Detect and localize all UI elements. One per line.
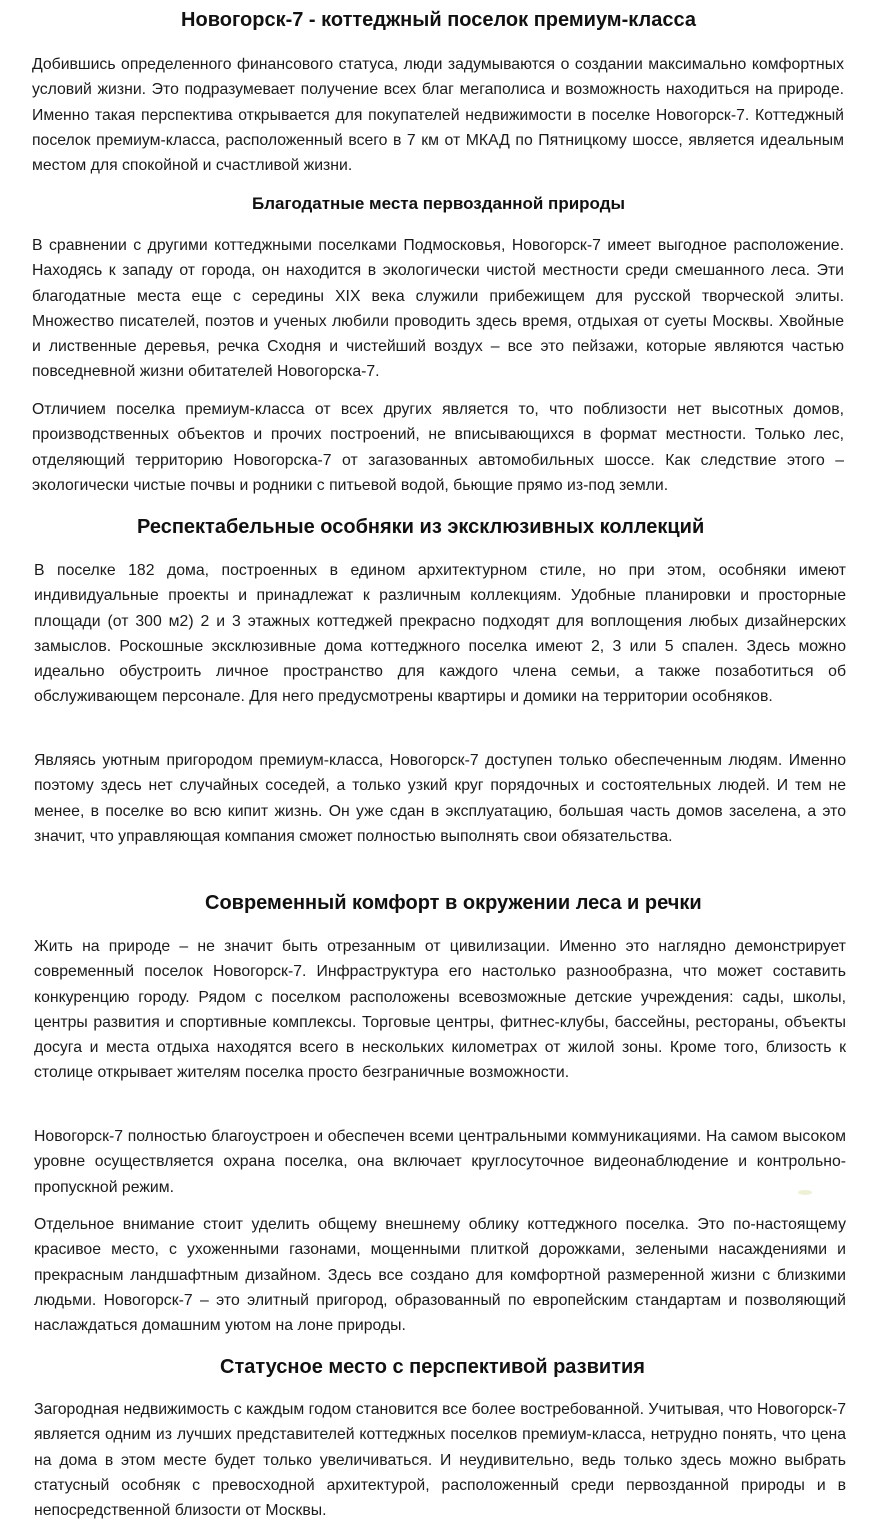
intro-paragraph: Добившись определенного финансового статуса, люди задумываются о создании максимально комфортных условий жизни. Это подразумевает получение всех благ мегаполиса и возможность находиться на природе. Именно такая перспектива открывается для покупателей недвижимости в поселке Новогорск-7. Коттеджный поселок премиум-класса, расположенный всего в 7 км от МКАД по Пятницкому шоссе, является идеальным местом для спокойной и счастливой жизни. [32, 56, 844, 175]
nature-paragraph-1: В сравнении с другими коттеджными поселками Подмосковья, Новогорск-7 имеет выгодное расположение. Находясь к западу от города, он находится в экологически чистой местности среди смешанного леса. Эти благодатные места еще с середины XIX века служили прибежищем для русской творческой элиты. Множество писателей, поэтов и ученых любили проводить здесь время, отдыхая от суеты Москвы. Хвойные и лиственные деревья, речка Сходня и чистейший воздух – все это пейзажи, которые являются частью повседневной жизни обитателей Новогорска-7. [32, 237, 844, 381]
article-title: Новогорск-7 - коттеджный поселок премиум-класса [181, 9, 696, 31]
decorative-dot [798, 1190, 812, 1195]
comfort-paragraph-1: Жить на природе – не значит быть отрезанным от цивилизации. Именно это наглядно демонстрирует современный поселок Новогорск-7. Инфраструктура его настолько разнообразна, что может составить конкуренцию городу. Рядом с поселком расположены всевозможные детские учреждения: сады, школы, центры развития и спортивные комплексы. Торговые центры, фитнес-клубы, бассейны, рестораны, объекты досуга и места отдыха находятся всего в нескольких километрах от жилой зоны. Кроме того, близость к столице открывает жителям поселка просто безграничные возможности. [34, 938, 846, 1082]
section-heading-comfort: Современный комфорт в окружении леса и речки [205, 892, 702, 914]
status-paragraph-1: Загородная недвижимость с каждым годом становится все более востребованной. Учитывая, что Новогорск-7 является одним из лучших представителей коттеджных поселков премиум-класса, нетрудно понять, что цена на дома в этом месте будет только увеличиваться. И неудивительно, ведь только здесь можно выбрать статусный особняк с превосходной архитектурой, расположенный среди первозданной природы и в непосредственной близости от Москвы. [34, 1401, 846, 1520]
mansions-paragraph-1: В поселке 182 дома, построенных в едином архитектурном стиле, но при этом, особняки имеют индивидуальные проекты и принадлежат к различным коллекциям. Удобные планировки и просторные площади (от 300 м2) 2 и 3 этажных коттеджей прекрасно подходят для воплощения любых дизайнерских замыслов. Роскошные эксклюзивные дома коттеджного поселка имеют 2, 3 или 5 спален. Здесь можно идеально обустроить личное пространство для каждого члена семьи, а также позаботиться об обслуживающем персонале. Для него предусмотрены квартиры и домики на территории особняков. [34, 562, 846, 706]
comfort-paragraph-3: Отдельное внимание стоит уделить общему внешнему облику коттеджного поселка. Это по-настоящему красивое место, с ухоженными газонами, мощенными плиткой дорожками, зелеными насаждениями и прекрасным ландшафтным дизайном. Здесь все создано для комфортной размеренной жизни с близкими людьми. Новогорск-7 – это элитный пригород, образованный по европейским стандартам и позволяющий наслаждаться домашним уютом на лоне природы. [34, 1216, 846, 1335]
section-heading-nature: Благодатные места первозданной природы [251, 194, 626, 213]
mansions-paragraph-2: Являясь уютным пригородом премиум-класса, Новогорск-7 доступен только обеспеченным людям. Именно поэтому здесь нет случайных соседей, а только узкий круг порядочных и состоятельных людей. И тем не менее, в поселке во всю кипит жизнь. Он уже сдан в эксплуатацию, большая часть домов заселена, а это значит, что управляющая компания сможет полностью выполнять свои обязательства. [34, 752, 846, 845]
comfort-paragraph-2: Новогорск-7 полностью благоустроен и обеспечен всеми центральными коммуникациями. На самом высоком уровне осуществляется охрана поселка, она включает круглосуточное видеонаблюдение и контрольно-пропускной режим. [34, 1128, 846, 1196]
section-heading-mansions: Респектабельные особняки из эксклюзивных коллекций [137, 516, 705, 538]
section-heading-status: Статусное место с перспективой развития [220, 1356, 645, 1378]
nature-paragraph-2: Отличием поселка премиум-класса от всех других является то, что поблизости нет высотных домов, производственных объектов и прочих построений, не вписывающихся в формат местности. Только лес, отделяющий территорию Новогорска-7 от загазованных автомобильных шоссе. Как следствие этого – экологически чистые почвы и родники с питьевой водой, бьющие прямо из-под земли. [32, 401, 844, 494]
